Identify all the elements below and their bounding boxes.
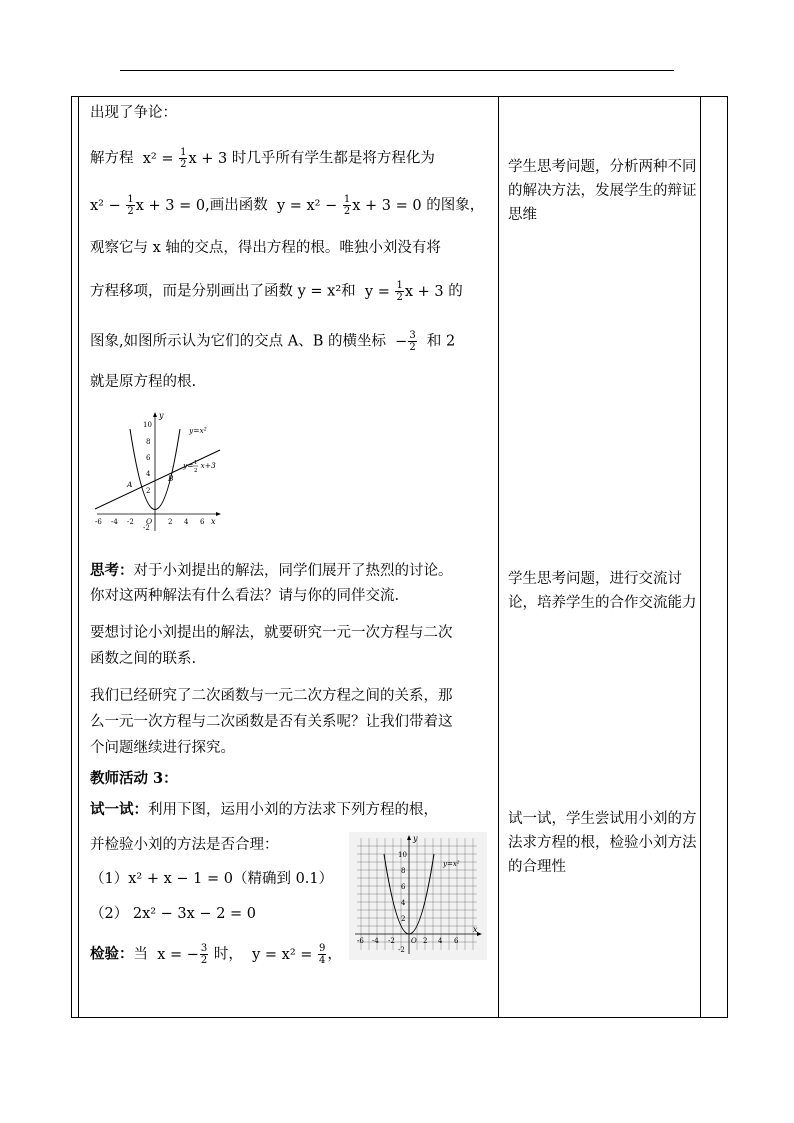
text-line: 个问题继续进行探究。 (90, 740, 235, 756)
y-tick-label: -2 (398, 946, 405, 954)
text-line: （2） 2x² − 3x − 2 = 0 (90, 906, 257, 922)
y-tick-label: 8 (401, 867, 406, 875)
y-axis-label: y (159, 411, 164, 420)
text-line: 图象,如图所示认为它们的交点 A、B 的横坐标 − $\frac{3}{2}$ 和 2 (90, 330, 456, 353)
x-tick-label: -4 (372, 937, 379, 945)
text-line: x² − $\frac{1}{2}$ x + 3 = 0,画出函数 y = x² − $\frac{1}{2}$ x + 3 = 0 的图象， (90, 194, 485, 217)
text-line: 你对这两种解法有什么看法？请与你的同伴交流. (90, 588, 400, 604)
activity-note: 试一试，学生尝试用小刘的方法求方程的根，检验小刘方法的合理性 (508, 811, 697, 875)
teaching-content-cell (79, 97, 499, 1018)
x-tick-label: 4 (184, 518, 189, 526)
svg-text:1: 1 (194, 460, 198, 466)
y-tick-label: 10 (398, 851, 407, 859)
equation: y = x² − $\frac{1}{2}$ x + 3 = 0 (276, 194, 422, 217)
student-activity-cell (499, 97, 701, 1018)
y-tick-label: 6 (146, 454, 151, 462)
text-line: 函数之间的联系. (90, 651, 197, 667)
y-tick-label: 2 (146, 487, 151, 495)
y-tick-label: 4 (401, 899, 406, 907)
origin-label: O (146, 517, 153, 526)
svg-text:2: 2 (194, 468, 198, 474)
x-tick-label: 2 (168, 518, 173, 526)
point-b-label: B (168, 474, 174, 483)
text-line: 解方程 x² = $\frac{1}{2}$ x + 3 时几乎所有学生都是将方程化为 (90, 147, 435, 170)
y-tick-label: 2 (401, 915, 406, 923)
activity-note: 学生思考问题，分析两种不同的解决方法，发展学生的辩证思维 (508, 159, 697, 223)
text-line: 试一试：利用下图，运用小刘的方法求下列方程的根， (90, 801, 438, 818)
text-line: 思考：对于小刘提出的解法，同学们展开了热烈的讨论。 (90, 562, 453, 579)
x-tick-label: 6 (454, 937, 459, 945)
header-rule (120, 70, 674, 71)
y-tick-label: 8 (146, 438, 151, 446)
y-tick-label: 4 (146, 470, 151, 478)
text-line: 我们已经研究了二次函数与一元二次方程之间的关系，那 (90, 688, 453, 704)
right-margin-cell (701, 97, 728, 1018)
parabola-line-graph (93, 409, 228, 537)
y-tick-label: 10 (143, 421, 152, 429)
x-tick-label: -4 (111, 518, 118, 526)
origin-label: O (411, 937, 417, 945)
x-tick-label: -2 (388, 937, 395, 945)
text-line: 观察它与 x 轴的交点，得出方程的根。唯独小刘没有将 (90, 240, 441, 256)
y-axis-label: y (413, 834, 418, 843)
line-label: y= x+3 (183, 461, 216, 470)
x-tick-label: -6 (95, 518, 102, 526)
activity-note: 学生思考问题，进行交流讨论，培养学生的合作交流能力 (508, 571, 697, 611)
text-line: 教师活动 3： (90, 770, 178, 787)
x-axis-label: x (211, 517, 216, 526)
parabola-grid-graph (349, 832, 487, 960)
x-axis-label: x (473, 925, 478, 934)
y-tick-label: -2 (143, 524, 150, 532)
left-margin-cell (72, 97, 79, 1018)
equation: x² = $\frac{1}{2}$ x + 3 (142, 147, 228, 170)
equation: x² − $\frac{1}{2}$ x + 3 = 0 (90, 194, 206, 217)
text-line: 就是原方程的根. (90, 374, 197, 390)
text-line: 检验：当 x = − $\frac{3}{2}$ 时， y = x² = $\frac{9}{4}$ ， (90, 943, 342, 966)
text-line: 并检验小刘的方法是否合理： (90, 837, 279, 853)
x-tick-label: 6 (200, 518, 205, 526)
y-tick-label: 6 (401, 883, 406, 891)
equation: y = $\frac{1}{2}$ x + 3 (364, 280, 444, 303)
text-line: 么一元一次方程与二次函数是否有关系呢？让我们带着这 (90, 714, 453, 730)
text-line: 要想讨论小刘提出的解法，就要研究一元一次方程与二次 (90, 625, 453, 641)
x-tick-label: 4 (438, 937, 443, 945)
lesson-table (71, 96, 728, 1018)
text-line: 出现了争论： (90, 105, 177, 121)
point-a-label: A (127, 480, 133, 489)
curve-label: y=x² (189, 426, 207, 435)
x-tick-label: -6 (357, 937, 364, 945)
curve-label: y=x² (443, 860, 460, 868)
text-line: （1）x² + x − 1 = 0（精确到 0.1） (90, 871, 334, 887)
text-line: 方程移项，而是分别画出了函数 y = x²和 y = $\frac{1}{2}$ x + 3 的 (90, 280, 463, 303)
x-tick-label: 2 (423, 937, 428, 945)
x-tick-label: -2 (127, 518, 134, 526)
